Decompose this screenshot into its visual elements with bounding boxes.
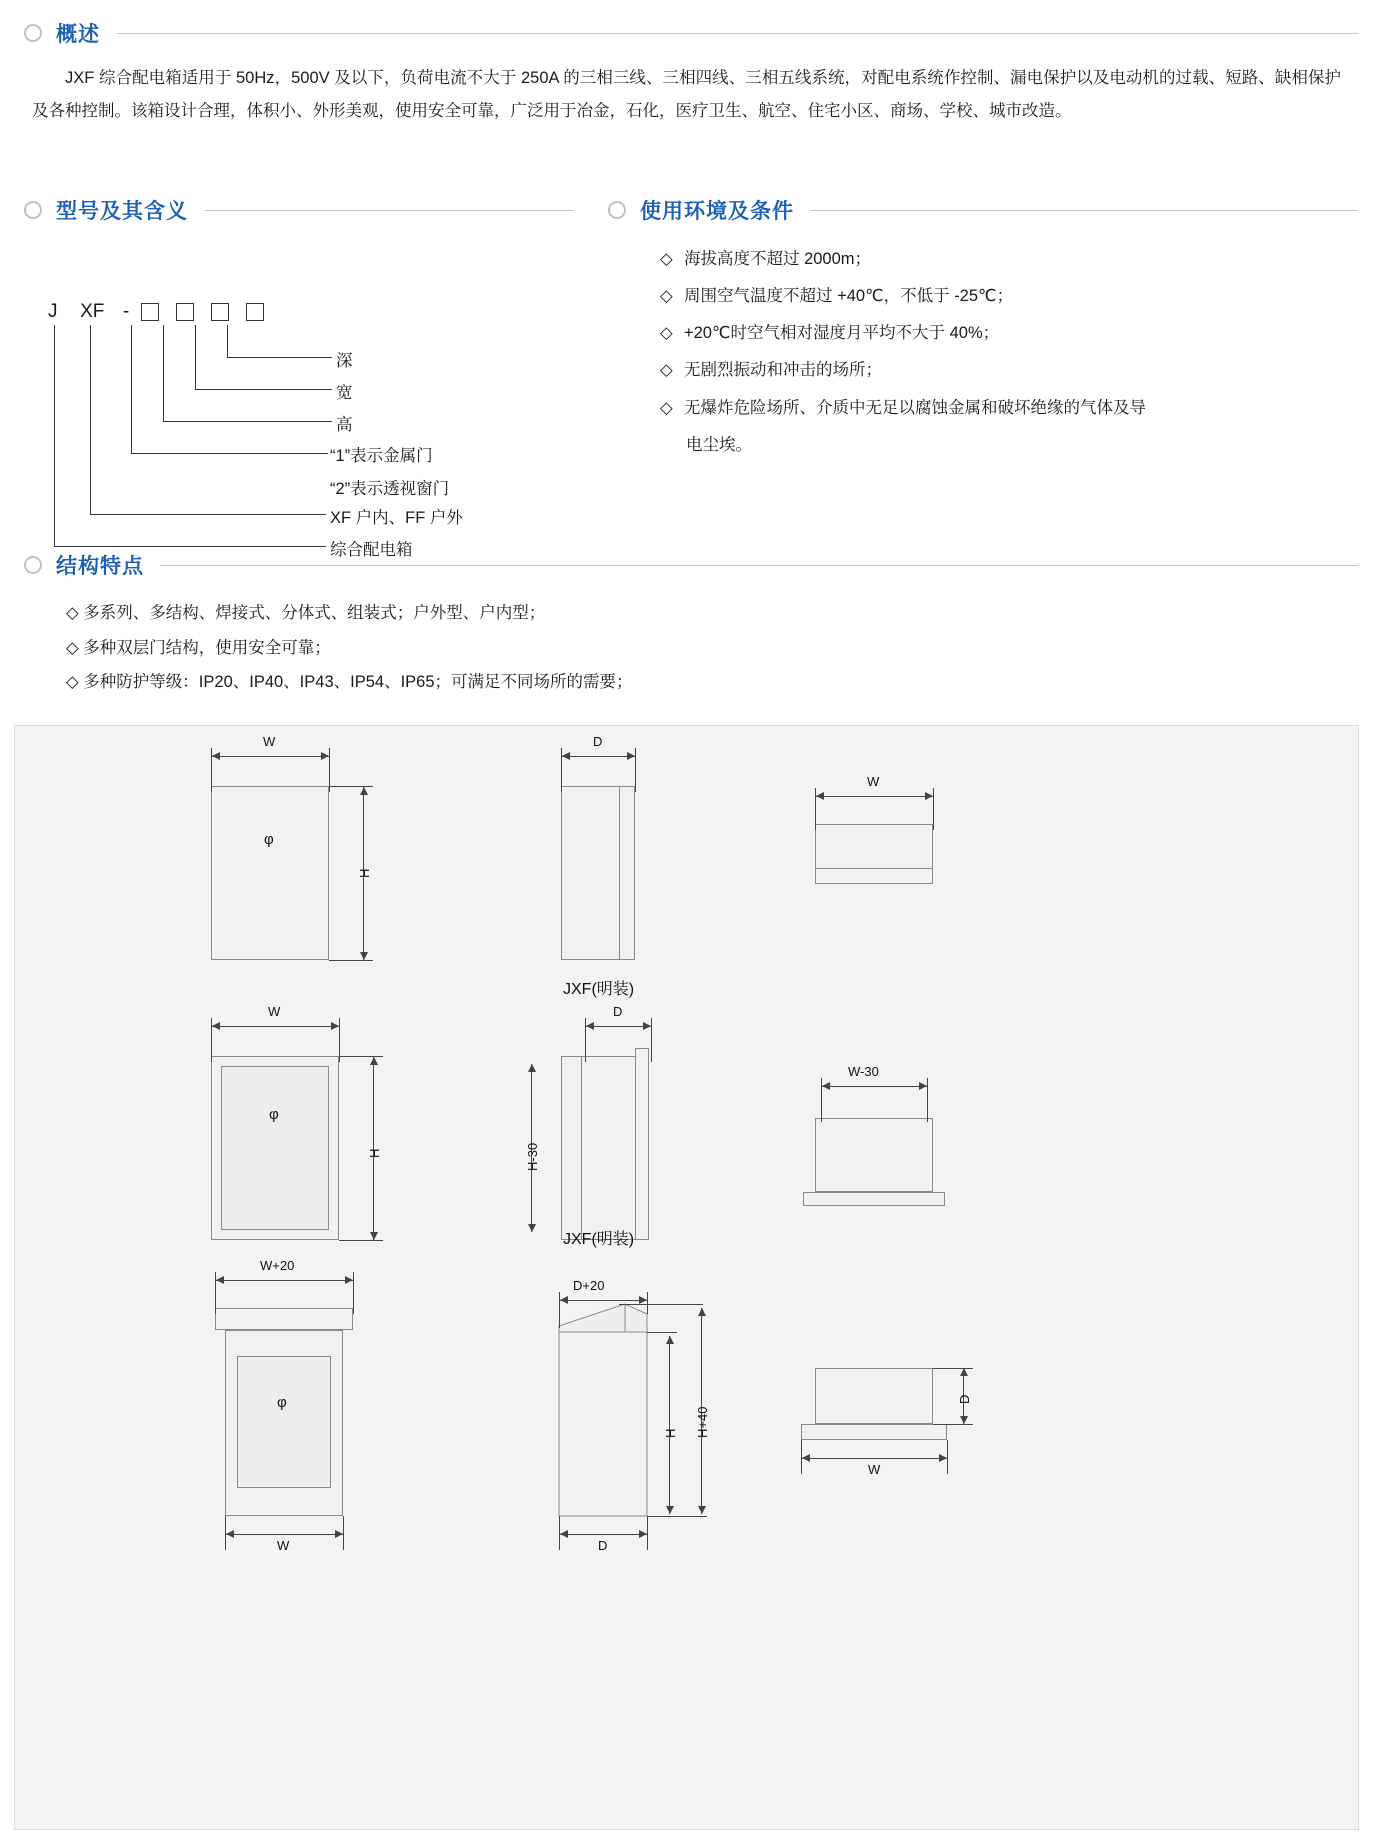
label-product: 综合配电箱 <box>330 541 413 559</box>
arrow-icon <box>822 1082 830 1090</box>
dimension-line <box>559 1300 647 1301</box>
drawings-panel <box>14 725 1359 1830</box>
arrow-icon <box>698 1308 706 1316</box>
label-indoor-outdoor: XF 户内、FF 户外 <box>330 509 463 527</box>
diamond-bullet-icon: ◇ <box>660 324 673 343</box>
arrow-icon <box>345 1276 353 1284</box>
dimension-line <box>815 796 933 797</box>
leader-line <box>163 421 332 422</box>
diamond-bullet-icon: ◇ <box>66 604 79 622</box>
dimension-width: W <box>867 774 880 789</box>
leader-line <box>195 325 196 390</box>
list-item <box>660 352 1358 389</box>
label-metal-door: “1”表示金属门 <box>330 447 433 465</box>
arrow-icon <box>639 1530 647 1538</box>
arrow-icon <box>919 1082 927 1090</box>
arrow-icon <box>560 1530 568 1538</box>
phi-symbol: φ <box>269 1106 279 1123</box>
phi-symbol: φ <box>264 831 274 848</box>
drawing-caption-1: JXF(明装) <box>563 981 635 998</box>
front-view-inner-door <box>221 1066 329 1230</box>
code-box-4 <box>246 303 264 321</box>
extension-line <box>927 1078 928 1122</box>
list-item <box>660 315 1358 352</box>
dimension-top-width: W+20 <box>260 1258 295 1273</box>
leader-line <box>131 453 328 454</box>
dimension-top-width: W-30 <box>848 1064 879 1079</box>
extension-line <box>933 1424 973 1425</box>
code-box-2 <box>176 303 194 321</box>
leader-line <box>54 546 326 547</box>
front-view-inner-door <box>237 1356 331 1488</box>
leader-line <box>227 357 332 358</box>
code-box-1 <box>141 303 159 321</box>
arrow-icon <box>643 1022 651 1030</box>
list-item <box>66 596 1359 631</box>
top-view-base-plate <box>801 1424 947 1440</box>
environment-heading <box>598 195 1358 225</box>
list-item-text: 多种双层门结构，使用安全可靠； <box>83 638 331 657</box>
front-view-top-hood <box>215 1308 353 1330</box>
dimension-line <box>211 756 329 757</box>
diamond-bullet-icon: ◇ <box>660 398 673 417</box>
arrow-icon <box>331 1022 339 1030</box>
top-view-fold-line <box>815 868 933 869</box>
dimension-bottom-width: W <box>277 1538 290 1553</box>
extension-line <box>647 1516 648 1550</box>
dimension-line <box>801 1458 947 1459</box>
list-item <box>660 390 1358 464</box>
dimension-line <box>561 756 635 757</box>
leader-line <box>54 325 55 547</box>
leader-line <box>195 389 332 390</box>
code-dash: - <box>122 301 130 322</box>
label-depth: 深 <box>336 352 353 370</box>
dimension-line <box>225 1534 343 1535</box>
dimension-depth-bottom: D <box>598 1538 608 1553</box>
extension-line <box>619 1304 703 1305</box>
dimension-side-height: H-30 <box>525 1142 540 1171</box>
arrow-icon <box>370 1057 378 1065</box>
dimension-side-height: H <box>663 1428 678 1438</box>
arrow-icon <box>698 1506 706 1514</box>
extension-line <box>635 748 636 792</box>
list-item-text: 周围空气温度不超过 +40℃，不低于 -25℃； <box>684 287 1014 306</box>
dimension-height: H <box>357 868 372 878</box>
environment-title: 使用环境及条件 <box>640 200 794 223</box>
ring-icon <box>24 556 42 574</box>
label-height: 高 <box>336 416 353 434</box>
top-view-cabinet <box>815 1118 933 1192</box>
model-code-diagram <box>14 243 574 559</box>
section-overview <box>14 18 1359 128</box>
structure-list <box>26 596 1359 700</box>
arrow-icon <box>586 1022 594 1030</box>
code-box-3 <box>211 303 229 321</box>
dimension-depth: D <box>593 734 603 749</box>
extension-line <box>933 788 934 830</box>
overview-paragraph: JXF 综合配电箱适用于 50Hz，500V 及以下，负荷电流不大于 250A 的三相三线、三相四线、三相五线系统，对配电系统作控制、漏电保护以及电动机的过载、短路、缺相保护及各种控制。该箱设计合理，体积小、外形美观，使用安全可靠，广泛用于冶金，石化，医疗卫生、航空、住宅小区、商场、学校、城市改造。 <box>32 69 1341 120</box>
arrow-icon <box>562 752 570 760</box>
divider <box>204 210 574 211</box>
ring-icon <box>608 201 626 219</box>
arrow-icon <box>321 752 329 760</box>
arrow-icon <box>666 1506 674 1514</box>
top-view-base-plate <box>803 1192 945 1206</box>
list-item <box>660 278 1358 315</box>
top-view-cabinet <box>815 1368 933 1424</box>
model-code-line <box>48 301 270 323</box>
side-view-door-edge <box>635 1048 649 1240</box>
dimension-width: W <box>268 1004 281 1019</box>
side-view-cabinet <box>561 786 635 960</box>
phi-symbol: φ <box>277 1394 287 1411</box>
arrow-icon <box>212 1022 220 1030</box>
arrow-icon <box>360 787 368 795</box>
arrow-icon <box>226 1530 234 1538</box>
arrow-icon <box>216 1276 224 1284</box>
dimension-line <box>821 1086 927 1087</box>
dimension-line <box>559 1534 647 1535</box>
arrow-icon <box>802 1454 810 1462</box>
front-view-cabinet <box>211 786 329 960</box>
leader-line <box>90 325 91 515</box>
overview-heading <box>14 18 1359 48</box>
structure-heading <box>14 550 1359 580</box>
diamond-bullet-icon: ◇ <box>66 638 79 657</box>
list-item-text: 无剧烈振动和冲击的场所； <box>684 361 882 380</box>
section-model <box>14 195 574 559</box>
arrow-icon <box>816 792 824 800</box>
section-environment <box>598 195 1358 464</box>
structure-title: 结构特点 <box>56 555 144 578</box>
overview-title: 概述 <box>56 23 100 46</box>
arrow-icon <box>960 1416 968 1424</box>
drawing-caption-2: JXF(明装) <box>563 1231 635 1248</box>
arrow-icon <box>335 1530 343 1538</box>
model-title: 型号及其含义 <box>56 200 188 223</box>
divider <box>116 33 1359 34</box>
extension-line <box>343 1516 344 1550</box>
leader-line <box>131 325 132 454</box>
top-view-cabinet <box>815 824 933 884</box>
list-item <box>66 631 1359 666</box>
extension-line <box>647 1516 707 1517</box>
diamond-bullet-icon: ◇ <box>66 673 79 692</box>
ring-icon <box>24 24 42 42</box>
leader-line <box>90 514 326 515</box>
side-view-fold-line <box>581 1056 582 1240</box>
arrow-icon <box>960 1368 968 1376</box>
dimension-width: W <box>263 734 276 749</box>
list-item-text: 多系列、多结构、焊接式、分体式、组装式；户外型、户内型； <box>83 604 546 622</box>
arrow-icon <box>939 1454 947 1462</box>
model-heading <box>14 195 574 225</box>
extension-line <box>353 1272 354 1314</box>
code-j: J <box>48 301 58 322</box>
list-item-text: 多种防护等级：IP20、IP40、IP43、IP54、IP65；可满足不同场所的需要； <box>83 673 633 692</box>
dimension-line <box>669 1336 670 1514</box>
environment-list <box>620 241 1358 464</box>
arrow-icon <box>360 952 368 960</box>
code-xf: XF <box>80 301 105 322</box>
extension-line <box>647 1332 677 1333</box>
arrow-icon <box>666 1336 674 1344</box>
arrow-icon <box>212 752 220 760</box>
dimension-line <box>215 1280 353 1281</box>
extension-line <box>647 1292 648 1314</box>
arrow-icon <box>528 1064 536 1072</box>
arrow-icon <box>560 1296 568 1304</box>
divider <box>160 565 1359 566</box>
arrow-icon <box>925 792 933 800</box>
arrow-icon <box>627 752 635 760</box>
dimension-line <box>211 1026 339 1027</box>
extension-line <box>329 960 373 961</box>
diamond-bullet-icon: ◇ <box>660 287 673 306</box>
side-view-sloped-cabinet <box>535 1286 715 1566</box>
arrow-icon <box>528 1224 536 1232</box>
leader-line <box>227 325 228 358</box>
dimension-top-depth: D <box>957 1394 972 1404</box>
dimension-side-height2: H+40 <box>695 1406 710 1438</box>
list-item <box>66 665 1359 700</box>
side-view-fold-line <box>619 786 620 960</box>
list-item <box>660 241 1358 278</box>
extension-line <box>947 1440 948 1474</box>
section-structure <box>14 550 1359 700</box>
dimension-depth: D <box>613 1004 623 1019</box>
dimension-height: H <box>367 1148 382 1158</box>
label-window-door: “2”表示透视窗门 <box>330 480 450 498</box>
side-view-cabinet <box>561 1056 641 1240</box>
diamond-bullet-icon: ◇ <box>660 250 673 268</box>
dimension-top-width: W <box>868 1462 881 1477</box>
divider <box>810 210 1358 211</box>
arrow-icon <box>370 1232 378 1240</box>
arrow-icon <box>639 1296 647 1304</box>
extension-line <box>651 1018 652 1062</box>
list-item-text-cont: 电尘埃。 <box>686 435 752 454</box>
dimension-line <box>585 1026 651 1027</box>
list-item-text: 海拔高度不超过 2000m； <box>684 250 872 268</box>
list-item-text: +20℃时空气相对湿度月平均不大于 40%； <box>684 324 1000 343</box>
diamond-bullet-icon: ◇ <box>660 361 673 380</box>
ring-icon <box>24 201 42 219</box>
extension-line <box>339 1240 383 1241</box>
label-width: 宽 <box>336 384 353 402</box>
dimension-depth-top: D+20 <box>573 1278 605 1293</box>
list-item-text: 无爆炸危险场所、介质中无足以腐蚀金属和破坏绝缘的气体及导 <box>684 398 1146 417</box>
leader-line <box>163 325 164 422</box>
